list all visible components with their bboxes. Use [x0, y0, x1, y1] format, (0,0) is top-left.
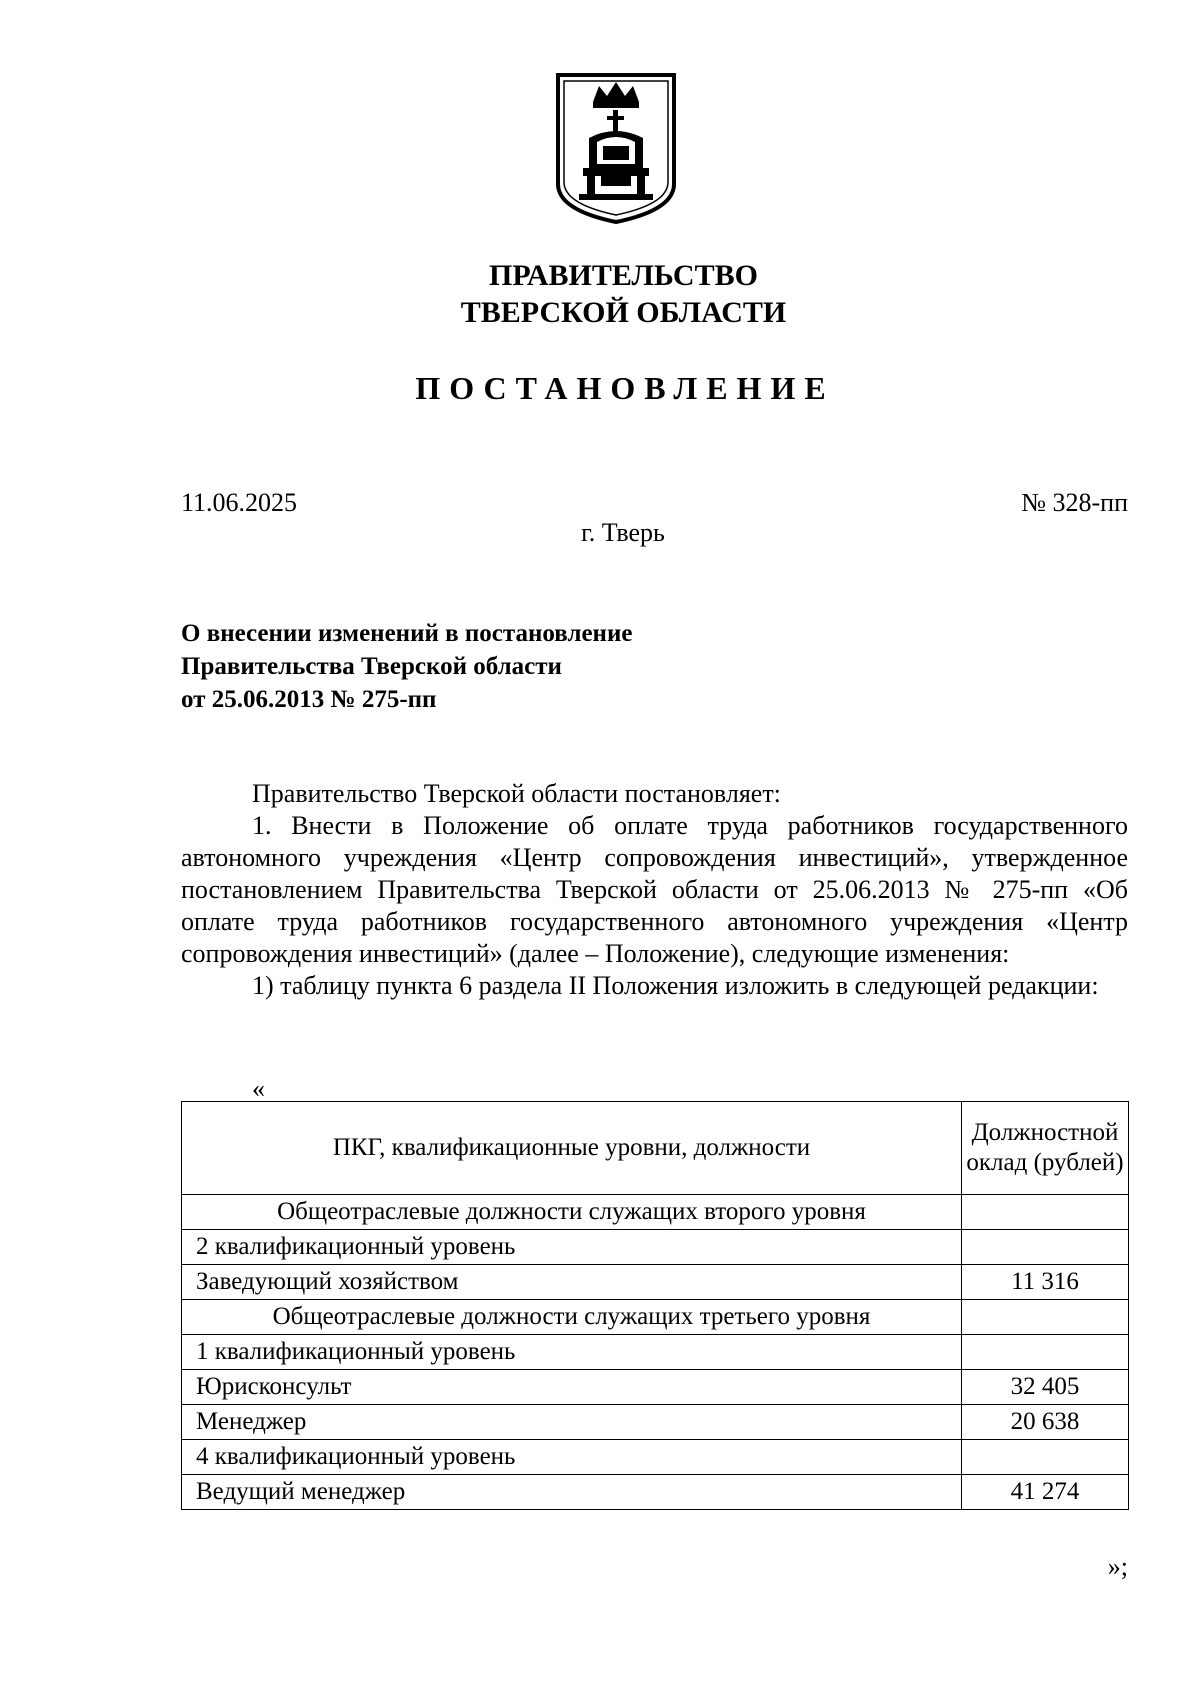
position-cell: Общеотраслевые должности служащих третьего уровня — [182, 1300, 962, 1335]
table-row — [182, 1195, 1129, 1230]
table-row — [182, 1335, 1129, 1370]
column-header-salary: Должностной оклад (рублей) — [962, 1102, 1129, 1195]
position-cell: 1 квалификационный уровень — [182, 1335, 962, 1370]
open-quote: « — [252, 1074, 265, 1103]
salary-cell: 41 274 — [962, 1475, 1129, 1510]
document-type: ПОСТАНОВЛЕНИЕ — [415, 370, 835, 406]
table-row — [182, 1300, 1129, 1335]
position-cell: 4 квалификационный уровень — [182, 1440, 962, 1475]
item-1-paragraph: 1. Внести в Положение об оплате труда работников государственного автономного учреждения «Центр сопровождения инвестиций», утвержденное постановлением Правительства Тверской области от 25.06.2013 № 275-пп «Об оплате труда работников государственного автономного учреждения «Центр сопровождения инвестиций» (далее – Положение), следующие изменения: — [181, 811, 1128, 968]
column-header-positions: ПКГ, квалификационные уровни, должности — [182, 1102, 962, 1195]
salary-cell: 11 316 — [962, 1265, 1129, 1300]
salary-table — [181, 1101, 1129, 1510]
table-row — [182, 1265, 1129, 1300]
salary-cell: 32 405 — [962, 1370, 1129, 1405]
salary-table-body — [182, 1195, 1129, 1510]
position-cell: Менеджер — [182, 1405, 962, 1440]
position-cell: Заведующий хозяйством — [182, 1265, 962, 1300]
subject-line3: от 25.06.2013 № 275-пп — [181, 686, 437, 713]
table-row — [182, 1475, 1129, 1510]
subject-line1: О внесении изменений в постановление — [181, 620, 633, 647]
table-row — [182, 1440, 1129, 1475]
salary-cell — [962, 1195, 1129, 1230]
item-1-1-paragraph: 1) таблицу пункта 6 раздела II Положения изложить в следующей редакции: — [252, 971, 1099, 1000]
position-cell: Общеотраслевые должности служащих второго уровня — [182, 1195, 962, 1230]
document-body — [181, 778, 1128, 1002]
subject-line2: Правительства Тверской области — [181, 653, 562, 680]
table-row — [182, 1405, 1129, 1440]
intro-paragraph: Правительство Тверской области постановляет: — [252, 779, 781, 808]
document-subject — [181, 617, 632, 716]
position-cell: Ведущий менеджер — [182, 1475, 962, 1510]
salary-cell — [962, 1440, 1129, 1475]
salary-cell — [962, 1335, 1129, 1370]
table-row — [182, 1370, 1129, 1405]
salary-cell — [962, 1300, 1129, 1335]
document-number: № 328-пп — [1021, 488, 1128, 517]
salary-cell: 20 638 — [962, 1405, 1129, 1440]
table-row — [182, 1230, 1129, 1265]
table-header-row — [182, 1102, 1129, 1195]
organization-name-line1: ПРАВИТЕЛЬСТВО — [489, 259, 758, 292]
position-cell: Юрисконсульт — [182, 1370, 962, 1405]
close-quote: »; — [1107, 1552, 1128, 1581]
salary-cell — [962, 1230, 1129, 1265]
document-city: г. Тверь — [581, 518, 665, 547]
position-cell: 2 квалификационный уровень — [182, 1230, 962, 1265]
document-date: 11.06.2025 — [181, 488, 298, 517]
organization-name-line2: ТВЕРСКОЙ ОБЛАСТИ — [460, 296, 787, 329]
coat-of-arms-icon — [555, 72, 677, 224]
organization-name — [0, 258, 1200, 332]
